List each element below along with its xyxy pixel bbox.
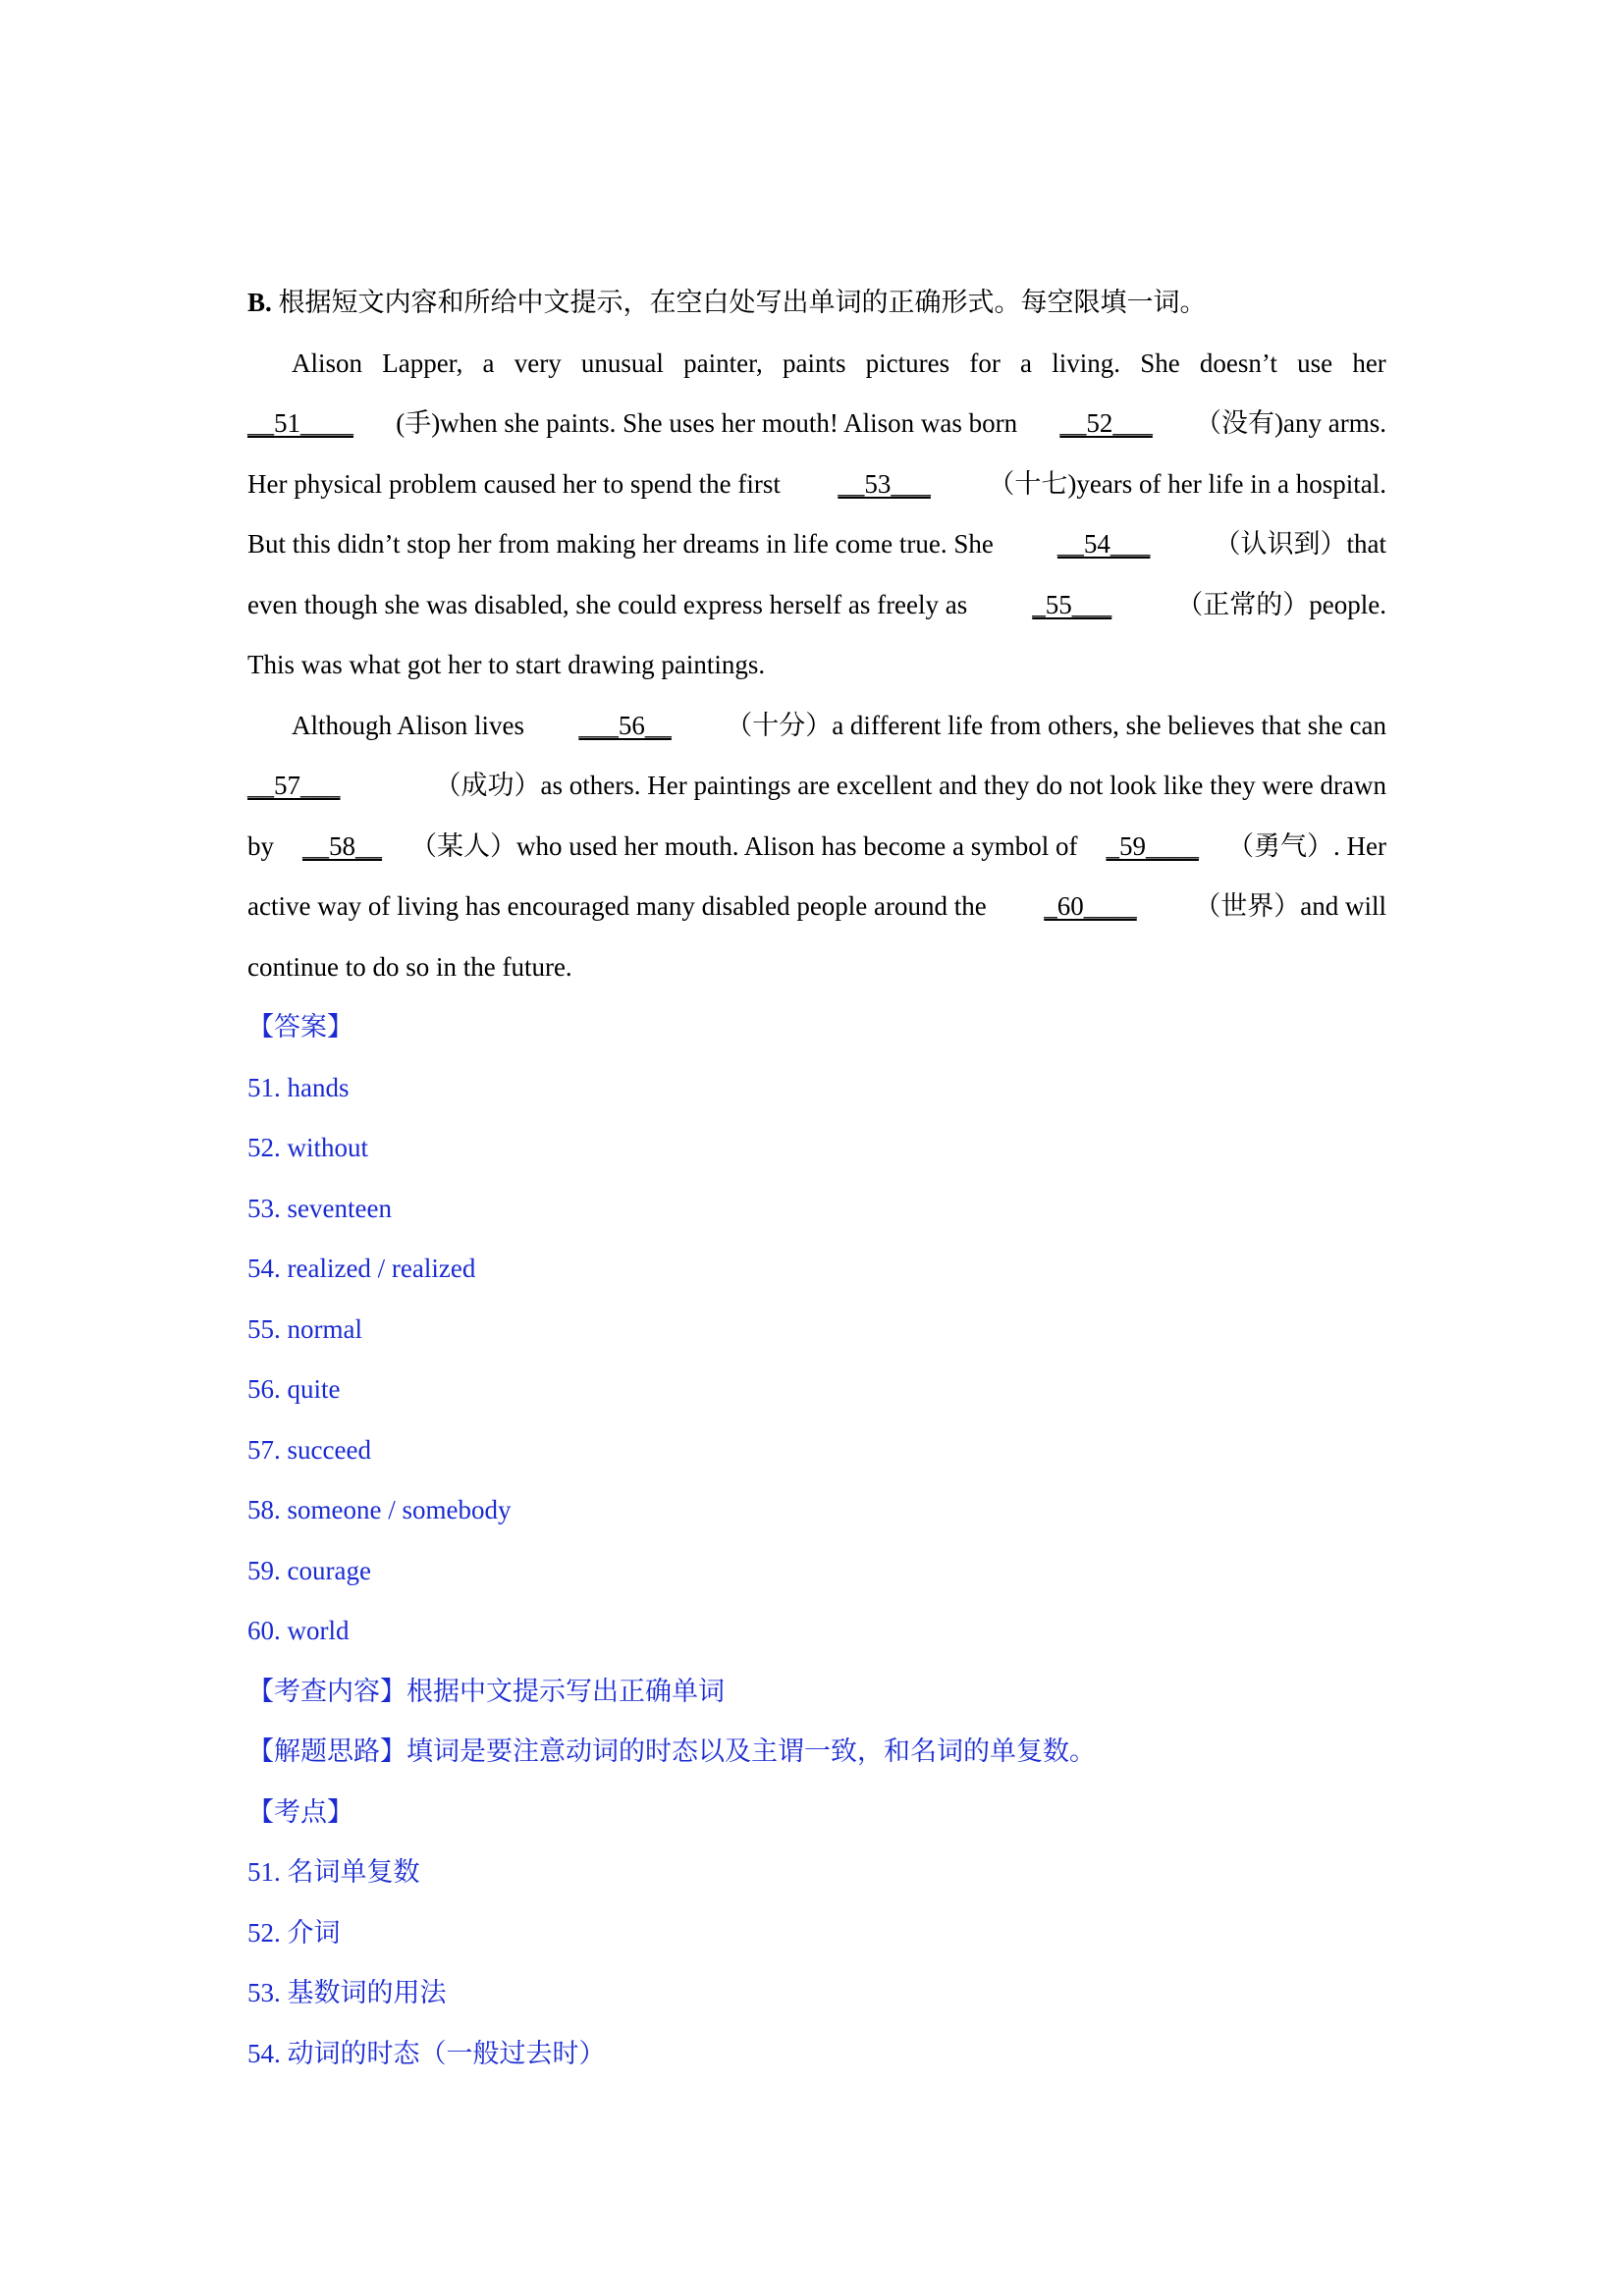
passage-word: use	[1297, 347, 1333, 378]
passage-line-1	[247, 334, 1386, 395]
passage-text: active way of living has encouraged many disabled people around the	[247, 891, 987, 921]
passage-line-8	[247, 756, 1386, 817]
blank-51: __51____	[247, 408, 353, 438]
hint-52: （没有)any arms.	[1195, 408, 1386, 438]
passage-text: But this didn’t stop her from making her dreams in life come true. She	[247, 529, 994, 559]
blank-57: __57___	[247, 771, 341, 800]
blank-59: _59____	[1106, 830, 1199, 861]
idea-label: 【解题思路】	[247, 1736, 406, 1766]
section-letter: B.	[247, 288, 272, 317]
passage-line-4	[247, 514, 1386, 575]
passage-word: Alison	[292, 347, 363, 378]
solution-idea	[247, 1722, 1386, 1783]
blank-52: __52___	[1059, 408, 1153, 438]
hint-54: （认识到）that	[1214, 529, 1386, 559]
passage-word: for	[969, 347, 1001, 378]
blank-58: __58__	[302, 830, 383, 861]
answer-item: 51. hands	[247, 1072, 350, 1102]
passage-word: very	[514, 347, 562, 378]
passage-word: Lapper,	[382, 347, 463, 378]
answer-item: 57. succeed	[247, 1434, 371, 1465]
hint-56: （十分）a different life from others, she believes that she can	[726, 710, 1386, 740]
passage-line-10	[247, 877, 1386, 937]
passage-word: a	[482, 347, 495, 378]
hint-53: （十七)years of her life in a hospital.	[988, 468, 1386, 499]
passage-word: living.	[1052, 347, 1120, 378]
passage-word: doesn’t	[1199, 347, 1277, 378]
blank-60: _60____	[1044, 891, 1137, 921]
answer-item: 54. realized / realized	[247, 1254, 476, 1283]
passage-word: a	[1020, 347, 1033, 378]
passage-line-7	[247, 696, 1386, 757]
passage-text: continue to do so in the future.	[247, 951, 572, 982]
passage-word: paints	[782, 347, 846, 378]
passage-line-5	[247, 575, 1386, 636]
passage-line-2	[247, 394, 1386, 454]
passage-line-11	[247, 937, 1386, 998]
passage-word: painter,	[683, 347, 763, 378]
passage-text: by	[247, 830, 274, 861]
point-item: 51. 名词单复数	[247, 1857, 420, 1887]
passage-word: her	[1352, 347, 1386, 378]
blank-54: __54___	[1056, 529, 1151, 559]
passage-word: She	[1140, 347, 1180, 378]
passage-text: Her physical problem caused her to spend the first	[247, 468, 781, 499]
answer-heading: 【答案】	[247, 1012, 353, 1041]
content-tested	[247, 1662, 1386, 1723]
hint-58: （某人）who used her mouth. Alison has become a symbol of	[410, 830, 1078, 861]
answer-item: 55. normal	[247, 1313, 362, 1344]
hint-55: （正常的）people.	[1176, 589, 1386, 619]
hint-57: （成功）as others. Her paintings are excellent and they do not look like they were drawn	[434, 771, 1386, 800]
passage-line-9	[247, 817, 1386, 878]
passage-text: This was what got her to start drawing paintings.	[247, 650, 766, 679]
exercise-content	[247, 273, 1386, 2084]
answer-item: 53. seventeen	[247, 1193, 392, 1223]
content-label: 【考查内容】	[247, 1676, 406, 1706]
points-heading: 【考点】	[247, 1796, 353, 1827]
answer-item: 52. without	[247, 1133, 369, 1162]
point-item: 54. 动词的时态（一般过去时）	[247, 2038, 606, 2068]
answer-section	[247, 997, 1386, 2084]
answer-item: 59. courage	[247, 1555, 371, 1585]
passage-text: even though she was disabled, she could express herself as freely as	[247, 589, 968, 619]
answer-item: 60. world	[247, 1616, 350, 1645]
answer-item: 56. quite	[247, 1374, 341, 1404]
passage-line-3	[247, 454, 1386, 515]
passage-word: pictures	[865, 347, 950, 378]
blank-56: ___56__	[578, 710, 672, 740]
passage-word: unusual	[580, 347, 664, 378]
blank-55: _55___	[1032, 589, 1112, 619]
blank-53: __53___	[838, 468, 931, 499]
passage-text: Although Alison lives	[292, 710, 525, 740]
content-text: 根据中文提示写出正确单词	[406, 1676, 725, 1706]
point-item: 52. 介词	[247, 1917, 341, 1948]
hint-51: (手)when she paints. She uses her mouth! Alison was born	[396, 408, 1018, 438]
point-item: 53. 基数词的用法	[247, 1978, 447, 2007]
instruction-text: 根据短文内容和所给中文提示，在空白处写出单词的正确形式。每空限填一词。	[278, 288, 1207, 317]
answer-item: 58. someone / somebody	[247, 1495, 512, 1524]
hint-59: （勇气）. Her	[1226, 830, 1386, 861]
hint-60: （世界）and will	[1194, 891, 1386, 921]
idea-text: 填词是要注意动词的时态以及主谓一致，和名词的单复数。	[406, 1736, 1096, 1766]
passage-line-6	[247, 635, 1386, 696]
section-instruction	[247, 273, 1386, 334]
